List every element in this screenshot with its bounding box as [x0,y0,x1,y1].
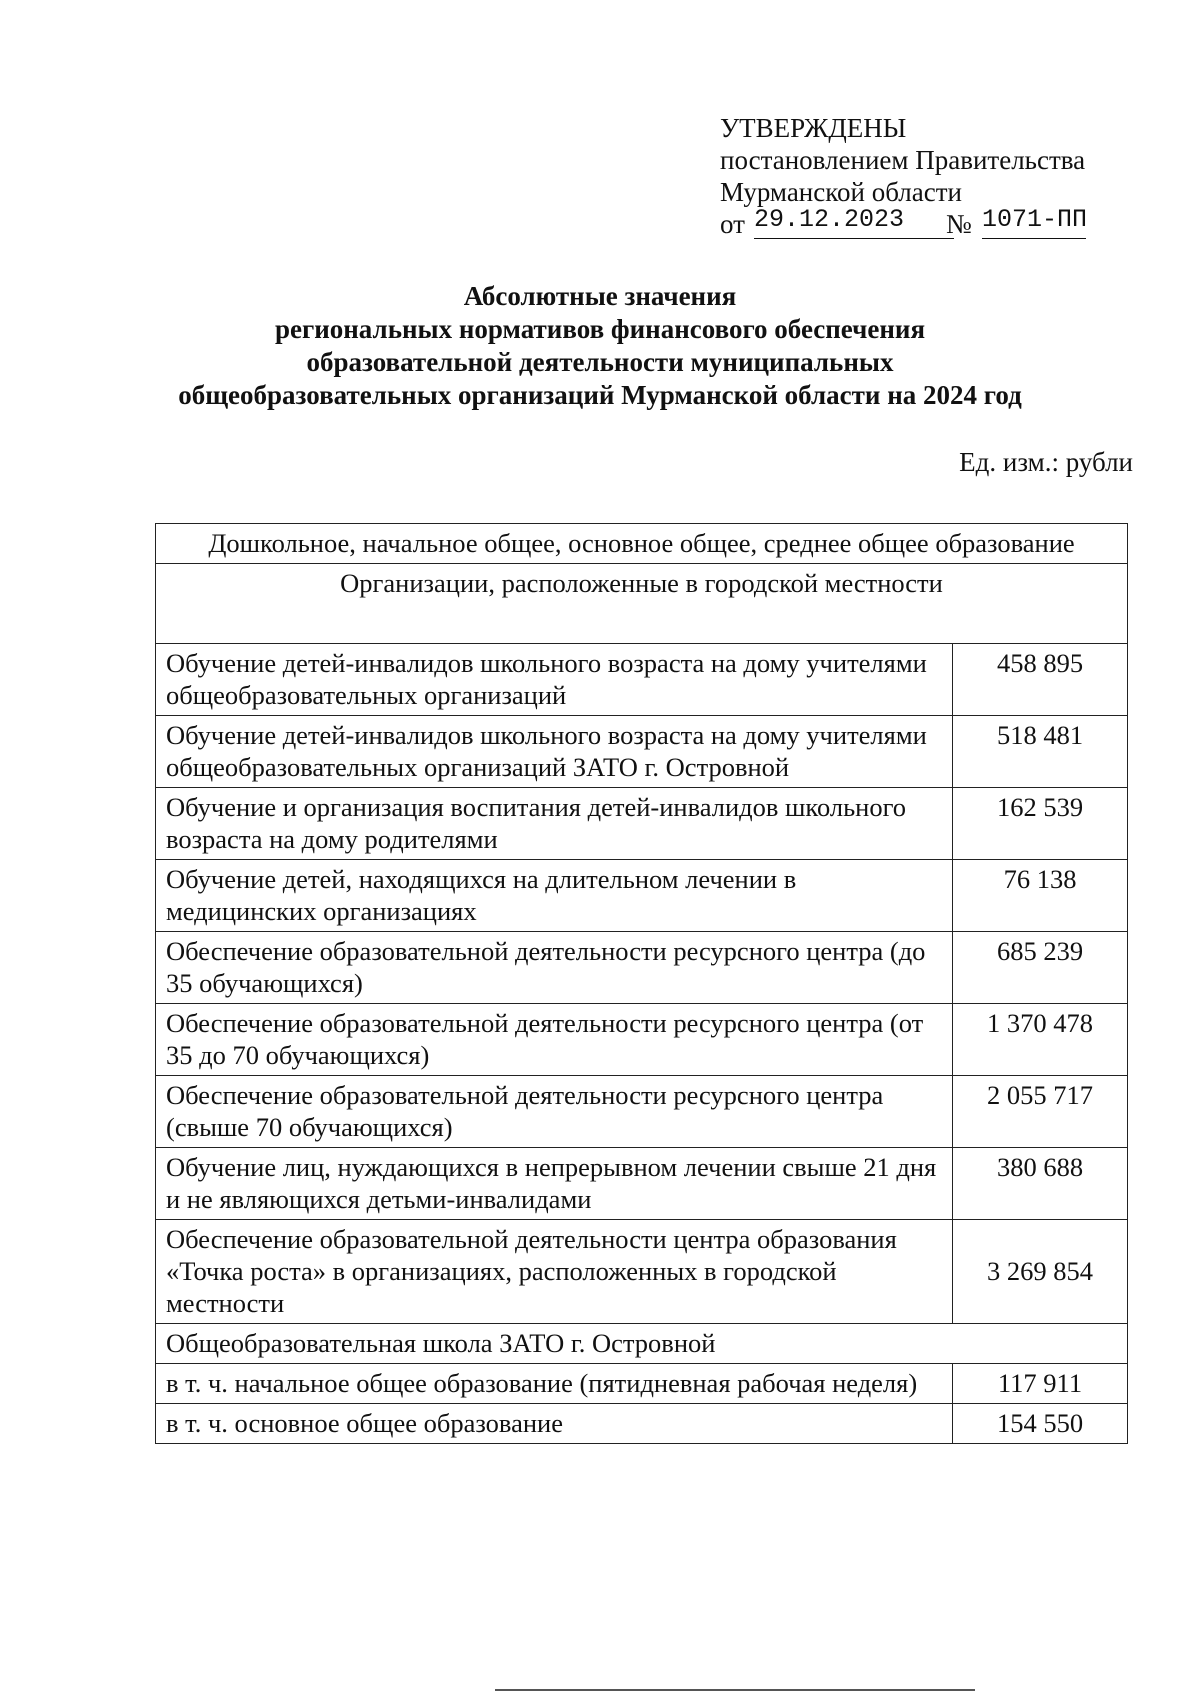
table-row [156,716,1128,788]
row-label: в т. ч. начальное общее образование (пятидневная рабочая неделя) [156,1364,953,1404]
row-label: Обучение детей, находящихся на длительном лечении в медицинских организациях [156,860,953,932]
row-label: Обеспечение образовательной деятельности центра образования «Точка роста» в организациях, расположенных в городской местности [156,1220,953,1324]
row-value: 162 539 [953,788,1128,860]
table-row [156,1364,1128,1404]
approval-line-1: постановлением Правительства [720,145,1086,175]
row-label: Обучение детей-инвалидов школьного возраста на дому учителями общеобразовательных организаций ЗАТО г. Островной [156,716,953,788]
page-edge-line [495,1689,975,1691]
table-row [156,860,1128,932]
approval-heading: УТВЕРЖДЕНЫ [720,113,907,143]
row-value: 2 055 717 [953,1076,1128,1148]
table-row [156,644,1128,716]
row-value: 518 481 [953,716,1128,788]
table-header: Дошкольное, начальное общее, основное общее, среднее общее образование [156,524,1128,564]
row-label: в т. ч. основное общее образование [156,1404,953,1444]
number-prefix: № [946,209,972,239]
title-line-3: образовательной деятельности муниципальных [306,347,894,377]
approval-date-line [720,205,1088,244]
row-value: 458 895 [953,644,1128,716]
approval-number: 1071-ПП [982,204,1086,239]
table-row [156,1148,1128,1220]
row-value: 685 239 [953,932,1128,1004]
title-line-2: региональных нормативов финансового обеспечения [274,314,926,344]
row-value: 3 269 854 [953,1220,1128,1324]
row-value: 1 370 478 [953,1004,1128,1076]
row-label: Обучение детей-инвалидов школьного возраста на дому учителями общеобразовательных организаций [156,644,953,716]
school-header: Общеобразовательная школа ЗАТО г. Островной [156,1324,1128,1364]
row-label: Обеспечение образовательной деятельности ресурсного центра (от 35 до 70 обучающихся) [156,1004,953,1076]
approval-date: 29.12.2023 [754,204,954,239]
table-row [156,1004,1128,1076]
table-row [156,1404,1128,1444]
table-row [156,1076,1128,1148]
table-row [156,932,1128,1004]
title-line-1: Абсолютные значения [463,281,737,311]
row-value: 380 688 [953,1148,1128,1220]
table-row [156,788,1128,860]
row-label: Обеспечение образовательной деятельности ресурсного центра (свыше 70 обучающихся) [156,1076,953,1148]
table-row [156,1220,1128,1324]
row-value: 154 550 [953,1404,1128,1444]
approval-line-2: Мурманской области [720,177,962,207]
approval-block [720,112,1088,244]
units-label: Ед. изм.: рубли [959,447,1133,477]
table-subheader: Организации, расположенные в городской местности [156,564,1128,644]
document-title [140,280,1060,412]
date-prefix: от [720,209,745,239]
row-value: 76 138 [953,860,1128,932]
row-label: Обучение лиц, нуждающихся в непрерывном лечении свыше 21 дня и не являющихся детьми-инвалидами [156,1148,953,1220]
row-label: Обучение и организация воспитания детей-инвалидов школьного возраста на дому родителями [156,788,953,860]
row-value: 117 911 [953,1364,1128,1404]
norms-table [155,523,1128,1444]
row-label: Обеспечение образовательной деятельности ресурсного центра (до 35 обучающихся) [156,932,953,1004]
title-line-4: общеобразовательных организаций Мурманской области на 2024 год [178,380,1022,410]
